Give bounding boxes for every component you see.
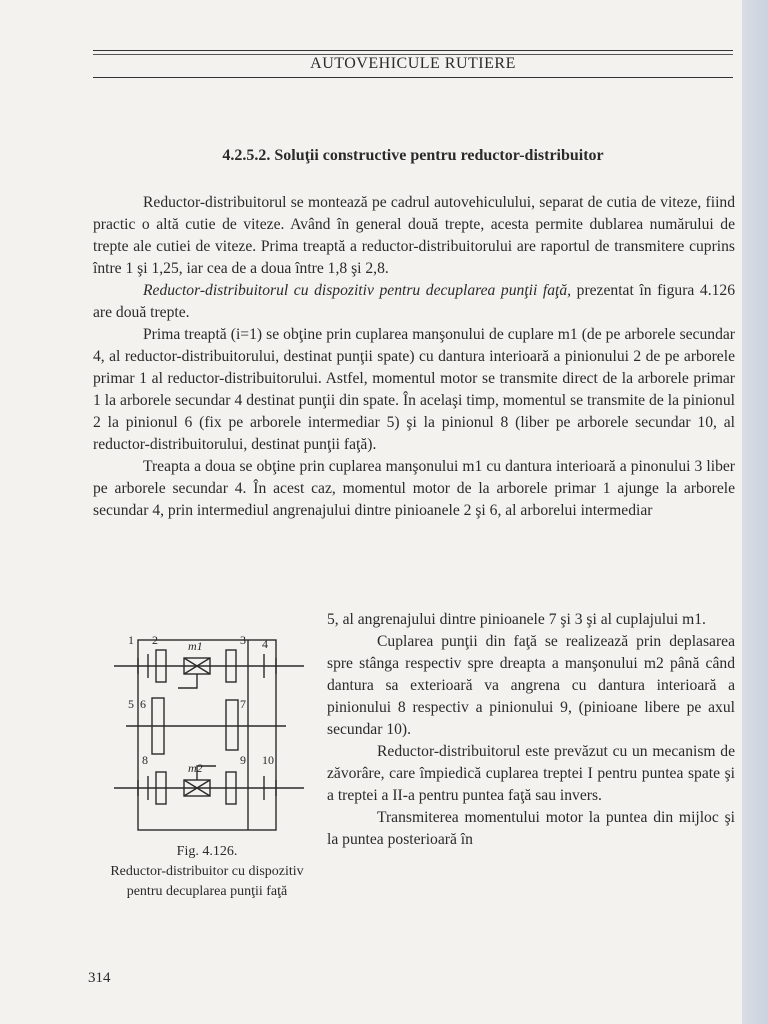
italic-term: Reductor-distribuitorul cu dispozitiv pentru decuplarea punţii faţă, (143, 282, 572, 299)
housing-frame (138, 640, 276, 830)
label-10: 10 (262, 753, 274, 767)
gearbox-diagram (108, 628, 312, 834)
label-9: 9 (240, 753, 246, 767)
running-header-title: AUTOVEHICULE RUTIERE (310, 55, 516, 72)
paragraph: Prima treaptă (i=1) se obţine prin cuplarea manşonului de cuplare m1 (de pe arborele secundar 4, al reductor-distribuitorului, destinat punţii spate) cu dantura interioară a pinionului 2 de pe arborele primar 1 al reductor-distribuitorului. Astfel, momentul motor se transmite direct de la arborele primar 1 la arborele secundar 4 destinat punţii din spate. În acelaşi timp, momentul se transmite de la pinionul 2 la pinionul 6 (fix pe arborele intermediar 5) şi la pinionul 8 (liber pe arborele secundar 10, al reductor-distribuitorului, destinat punţii faţă). (93, 326, 735, 453)
paragraph: Transmiterea momentului motor la puntea din mijloc şi la puntea posterioară în (327, 809, 735, 848)
label-3: 3 (240, 633, 246, 647)
label-6: 6 (140, 697, 146, 711)
wrapped-text (327, 609, 735, 851)
paragraph: Cuplarea punţii din faţă se realizează prin deplasarea spre stânga respectiv spre dreapta a manşonului m2 până când dantura sa exterioară va angrena cu dantura interioară a pinionului 8 respectiv a pinionului 9, (pinioane libere pe axul secundar 10). (327, 633, 735, 738)
figure-caption (96, 842, 318, 902)
gear-7 (226, 700, 238, 750)
label-5: 5 (128, 697, 134, 711)
label-1: 1 (128, 633, 134, 647)
paragraph-rest: prezentat în figura 4.126 are două trepte. (93, 282, 735, 321)
label-8: 8 (142, 753, 148, 767)
label-2: 2 (152, 633, 158, 647)
body-text (93, 192, 735, 522)
label-4: 4 (262, 637, 268, 651)
section-title: 4.2.5.2. Soluţii constructive pentru reductor-distribuitor (222, 147, 604, 164)
figure-caption-text: Reductor-distribuitor cu dispozitiv pentru decuplarea punţii faţă (110, 864, 304, 899)
paragraph (93, 280, 735, 324)
page-number: 314 (88, 970, 111, 986)
figure-number: Fig. 4.126. (176, 844, 238, 859)
label-7: 7 (240, 697, 246, 711)
paragraph: Reductor-distribuitorul este prevăzut cu un mecanism de zăvorâre, care împiedică cuplarea treptei I pentru puntea spate şi a treptei a II-a pentru puntea faţă sau invers. (327, 743, 735, 804)
running-header (93, 50, 733, 78)
paragraph: Treapta a doua se obţine prin cuplarea manşonului m1 cu dantura interioară a pinonului 3 liber pe arborele secundar 4. În acest caz, momentul motor de la arborele primar 1 ajunge la arborele secundar 4, prin intermediul angrenajului dintre pinioanele 2 şi 6, al arborelui intermediar (93, 458, 735, 519)
diagram-svg (108, 628, 312, 834)
label-m2: m2 (188, 761, 203, 775)
paragraph: Reductor-distribuitorul se montează pe cadrul autovehiculului, separat de cutia de viteze, fiind practic o altă cutie de viteze. Având în general două trepte, acesta permite dublarea numărului de trepte ale cutiei de viteze. Prima treaptă a reductor-distribuitorului are raportul de transmitere cuprins între 1 şi 1,25, iar cea de a doua între 1,8 şi 2,8. (93, 194, 735, 277)
page-edge (742, 0, 768, 1024)
label-m1: m1 (188, 639, 203, 653)
paragraph: 5, al angrenajului dintre pinioanele 7 şi 3 şi al cuplajului m1. (327, 611, 706, 628)
